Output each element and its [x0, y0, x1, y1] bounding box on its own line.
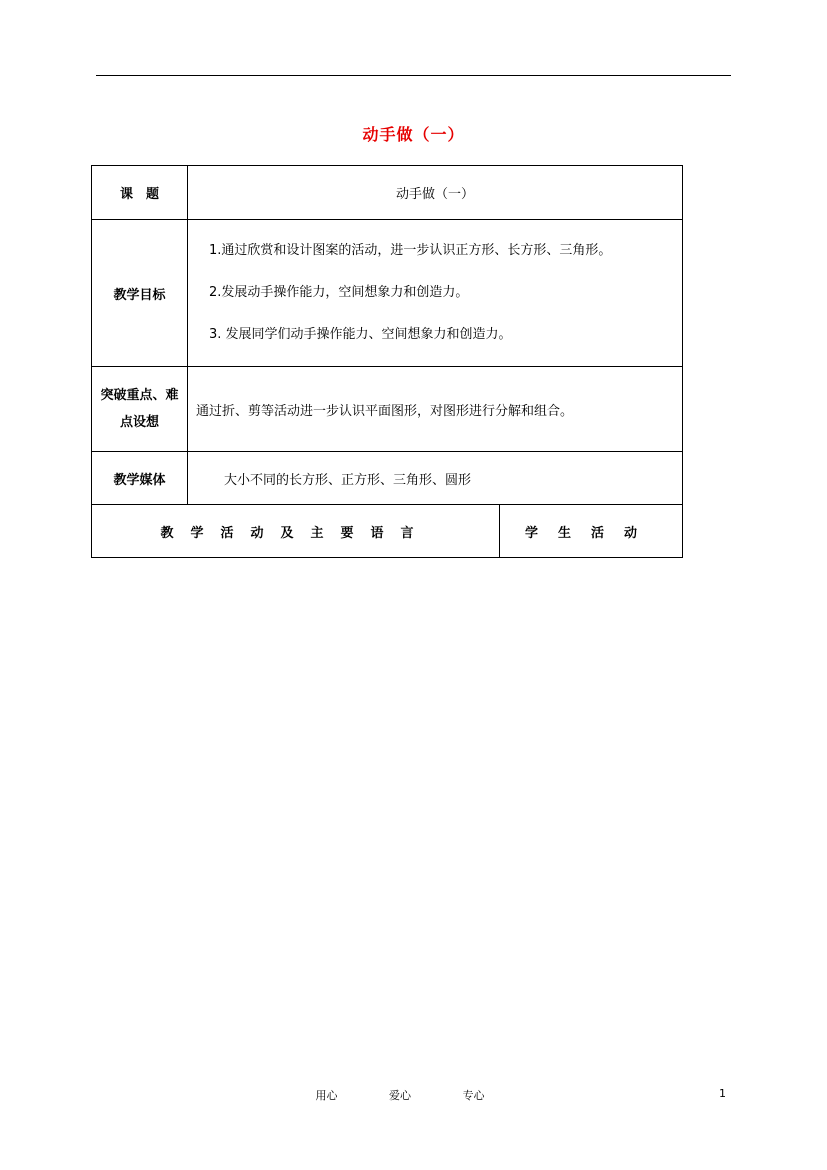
topic-row	[92, 166, 683, 220]
media-row	[92, 452, 683, 505]
keypoints-label-line: 突破重点、难	[100, 388, 179, 403]
keypoints-row	[92, 367, 683, 452]
footer-motto	[0, 1087, 800, 1103]
activity-header-row	[92, 505, 683, 558]
teaching-activity-header: 教学活动及主要语言	[92, 505, 500, 558]
keypoints-label	[92, 367, 188, 452]
student-activity-header: 学生活动	[500, 505, 683, 558]
media-value: 大小不同的长方形、正方形、三角形、圆形	[188, 452, 683, 505]
goals-row	[92, 220, 683, 367]
lesson-plan-table	[91, 165, 683, 558]
goal-item: 2.发展动手操作能力，空间想象力和创造力。	[209, 285, 469, 300]
goal-item: 1.通过欣赏和设计图案的活动，进一步认识正方形、长方形、三角形。	[209, 243, 612, 258]
goal-item: 3. 发展同学们动手操作能力、空间想象力和创造力。	[209, 327, 512, 342]
topic-label: 课 题	[92, 166, 188, 220]
page-number: 1	[719, 1087, 726, 1100]
keypoints-label-line: 点设想	[119, 415, 159, 430]
document-title: 动手做（一）	[362, 125, 465, 144]
media-label: 教学媒体	[92, 452, 188, 505]
footer-item: 专心	[462, 1089, 485, 1102]
keypoints-value: 通过折、剪等活动进一步认识平面图形，对图形进行分解和组合。	[188, 367, 683, 452]
topic-value: 动手做（一）	[188, 166, 683, 220]
goals-label: 教学目标	[92, 220, 188, 367]
footer-item: 爱心	[389, 1089, 411, 1102]
footer-item: 用心	[315, 1089, 338, 1102]
goals-cell	[188, 220, 683, 367]
header-rule	[96, 75, 731, 76]
